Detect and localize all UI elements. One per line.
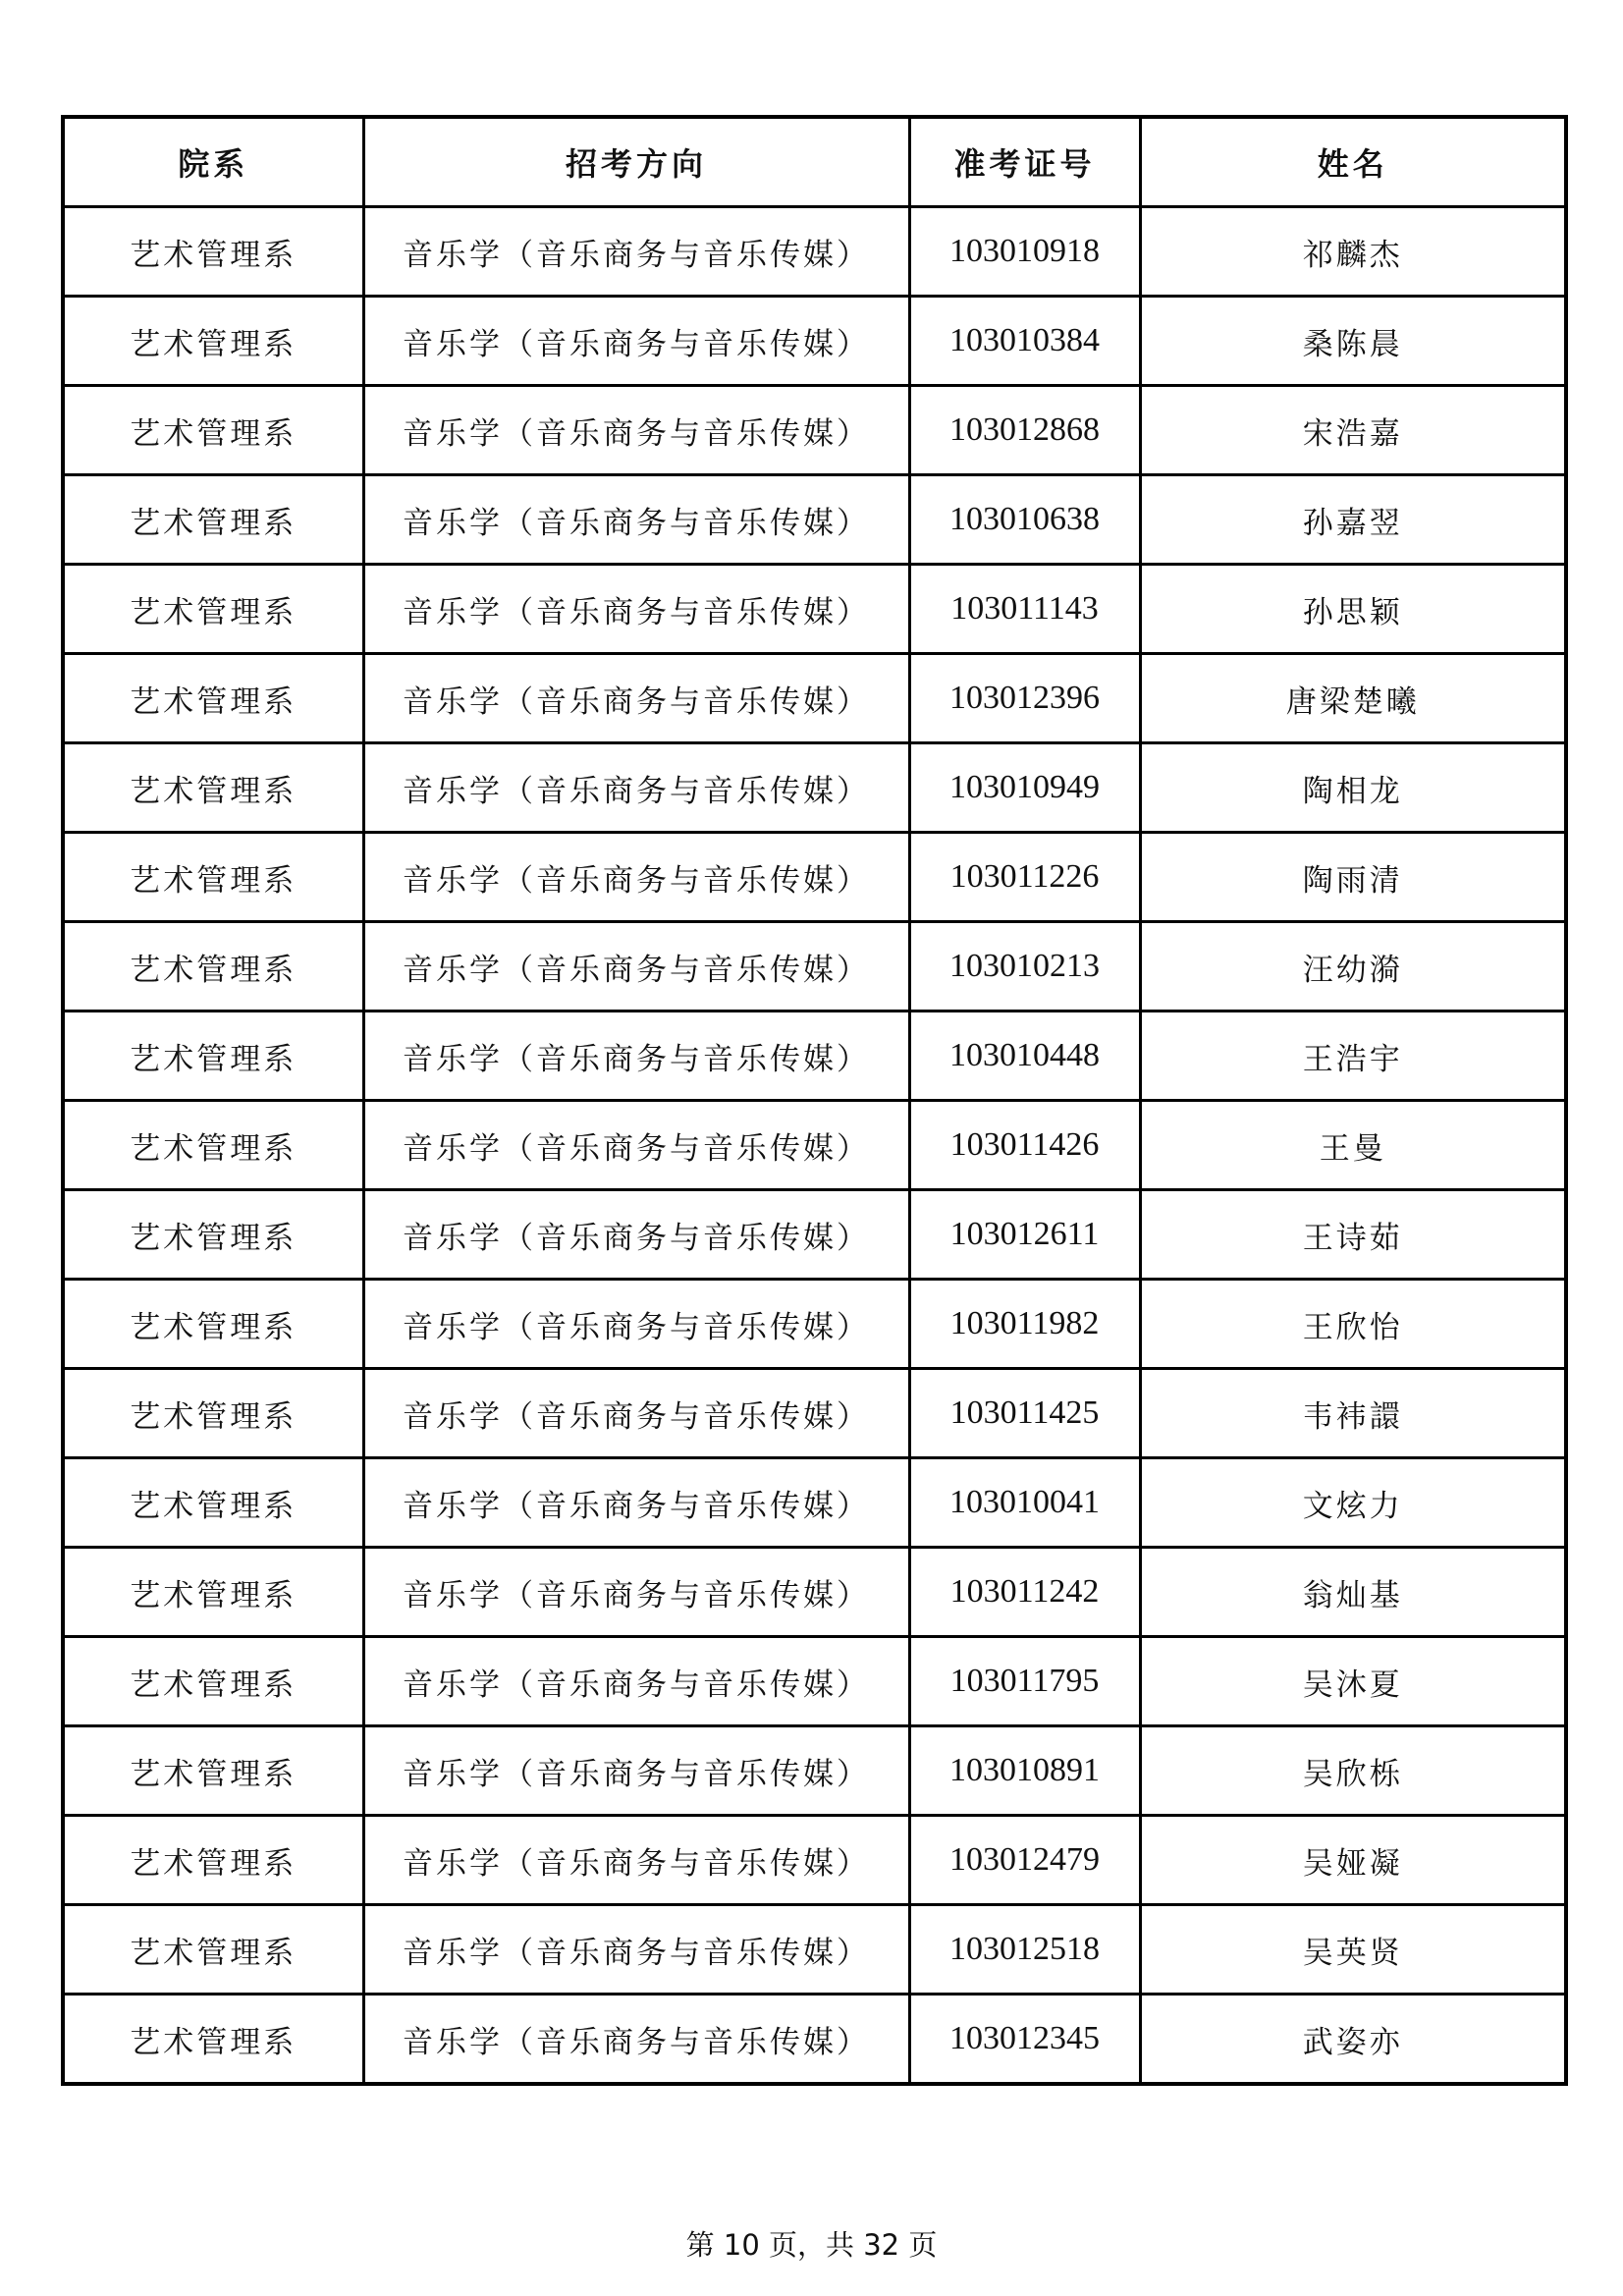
name-cell: 王浩宇: [1140, 1011, 1566, 1101]
name-cell: 翁灿基: [1140, 1548, 1566, 1637]
exam-id-cell: 103012345: [909, 1995, 1140, 2085]
department-cell: 艺术管理系: [63, 1280, 363, 1369]
direction-cell: 音乐学（音乐商务与音乐传媒）: [363, 475, 909, 565]
direction-cell: 音乐学（音乐商务与音乐传媒）: [363, 1905, 909, 1995]
name-cell: 孙嘉翌: [1140, 475, 1566, 565]
table-row: [63, 654, 1566, 743]
table-row: [63, 743, 1566, 833]
header-direction: 招考方向: [363, 117, 909, 207]
table-row: [63, 1995, 1566, 2085]
name-cell: 孙思颖: [1140, 565, 1566, 654]
department-cell: 艺术管理系: [63, 1101, 363, 1190]
name-cell: 陶雨清: [1140, 833, 1566, 922]
table-row: [63, 1101, 1566, 1190]
exam-id-cell: 103010918: [909, 207, 1140, 297]
table-row: [63, 565, 1566, 654]
department-cell: 艺术管理系: [63, 833, 363, 922]
exam-id-cell: 103011982: [909, 1280, 1140, 1369]
direction-cell: 音乐学（音乐商务与音乐传媒）: [363, 1548, 909, 1637]
header-name: 姓名: [1140, 117, 1566, 207]
department-cell: 艺术管理系: [63, 1011, 363, 1101]
name-cell: 文炫力: [1140, 1458, 1566, 1548]
direction-cell: 音乐学（音乐商务与音乐传媒）: [363, 386, 909, 475]
table-header-row: [63, 117, 1566, 207]
header-exam-id: 准考证号: [909, 117, 1140, 207]
exam-id-cell: 103012868: [909, 386, 1140, 475]
name-cell: 吴娅凝: [1140, 1816, 1566, 1905]
name-cell: 陶相龙: [1140, 743, 1566, 833]
direction-cell: 音乐学（音乐商务与音乐传媒）: [363, 1190, 909, 1280]
department-cell: 艺术管理系: [63, 207, 363, 297]
department-cell: 艺术管理系: [63, 1905, 363, 1995]
department-cell: 艺术管理系: [63, 565, 363, 654]
direction-cell: 音乐学（音乐商务与音乐传媒）: [363, 1726, 909, 1816]
table-row: [63, 1637, 1566, 1726]
exam-id-cell: 103012479: [909, 1816, 1140, 1905]
exam-id-cell: 103010041: [909, 1458, 1140, 1548]
name-cell: 武姿亦: [1140, 1995, 1566, 2085]
direction-cell: 音乐学（音乐商务与音乐传媒）: [363, 654, 909, 743]
table-row: [63, 1458, 1566, 1548]
table-row: [63, 207, 1566, 297]
exam-id-cell: 103012518: [909, 1905, 1140, 1995]
table-row: [63, 922, 1566, 1011]
table-row: [63, 1369, 1566, 1458]
table-row: [63, 833, 1566, 922]
department-cell: 艺术管理系: [63, 1995, 363, 2085]
name-cell: 王欣怡: [1140, 1280, 1566, 1369]
name-cell: 韦袆譞: [1140, 1369, 1566, 1458]
exam-id-cell: 103010448: [909, 1011, 1140, 1101]
name-cell: 吴英贤: [1140, 1905, 1566, 1995]
direction-cell: 音乐学（音乐商务与音乐传媒）: [363, 297, 909, 386]
exam-id-cell: 103010384: [909, 297, 1140, 386]
direction-cell: 音乐学（音乐商务与音乐传媒）: [363, 833, 909, 922]
direction-cell: 音乐学（音乐商务与音乐传媒）: [363, 1101, 909, 1190]
table-row: [63, 386, 1566, 475]
table-row: [63, 1726, 1566, 1816]
department-cell: 艺术管理系: [63, 1816, 363, 1905]
admission-roster-table: [61, 115, 1568, 2086]
table-row: [63, 475, 1566, 565]
department-cell: 艺术管理系: [63, 1637, 363, 1726]
direction-cell: 音乐学（音乐商务与音乐传媒）: [363, 743, 909, 833]
exam-id-cell: 103011425: [909, 1369, 1140, 1458]
exam-id-cell: 103010213: [909, 922, 1140, 1011]
name-cell: 吴沐夏: [1140, 1637, 1566, 1726]
exam-id-cell: 103012396: [909, 654, 1140, 743]
exam-id-cell: 103011795: [909, 1637, 1140, 1726]
table-row: [63, 1905, 1566, 1995]
name-cell: 桑陈晨: [1140, 297, 1566, 386]
exam-id-cell: 103010638: [909, 475, 1140, 565]
direction-cell: 音乐学（音乐商务与音乐传媒）: [363, 1816, 909, 1905]
table-row: [63, 1816, 1566, 1905]
department-cell: 艺术管理系: [63, 1548, 363, 1637]
department-cell: 艺术管理系: [63, 1369, 363, 1458]
exam-id-cell: 103010891: [909, 1726, 1140, 1816]
direction-cell: 音乐学（音乐商务与音乐传媒）: [363, 1995, 909, 2085]
header-department: 院系: [63, 117, 363, 207]
department-cell: 艺术管理系: [63, 297, 363, 386]
department-cell: 艺术管理系: [63, 1726, 363, 1816]
exam-id-cell: 103011242: [909, 1548, 1140, 1637]
department-cell: 艺术管理系: [63, 922, 363, 1011]
direction-cell: 音乐学（音乐商务与音乐传媒）: [363, 1458, 909, 1548]
department-cell: 艺术管理系: [63, 475, 363, 565]
table-row: [63, 297, 1566, 386]
name-cell: 唐梁楚曦: [1140, 654, 1566, 743]
page-indicator: 第 10 页，共 32 页: [685, 2228, 938, 2262]
department-cell: 艺术管理系: [63, 1458, 363, 1548]
exam-id-cell: 103010949: [909, 743, 1140, 833]
direction-cell: 音乐学（音乐商务与音乐传媒）: [363, 1011, 909, 1101]
table-row: [63, 1548, 1566, 1637]
name-cell: 汪幼漪: [1140, 922, 1566, 1011]
department-cell: 艺术管理系: [63, 1190, 363, 1280]
exam-id-cell: 103011143: [909, 565, 1140, 654]
direction-cell: 音乐学（音乐商务与音乐传媒）: [363, 1637, 909, 1726]
direction-cell: 音乐学（音乐商务与音乐传媒）: [363, 1280, 909, 1369]
table-row: [63, 1190, 1566, 1280]
direction-cell: 音乐学（音乐商务与音乐传媒）: [363, 922, 909, 1011]
table-row: [63, 1280, 1566, 1369]
exam-id-cell: 103011226: [909, 833, 1140, 922]
table-body: [63, 207, 1566, 2085]
department-cell: 艺术管理系: [63, 386, 363, 475]
exam-id-cell: 103011426: [909, 1101, 1140, 1190]
name-cell: 吴欣栎: [1140, 1726, 1566, 1816]
department-cell: 艺术管理系: [63, 654, 363, 743]
direction-cell: 音乐学（音乐商务与音乐传媒）: [363, 207, 909, 297]
name-cell: 王诗茹: [1140, 1190, 1566, 1280]
table-row: [63, 1011, 1566, 1101]
exam-id-cell: 103012611: [909, 1190, 1140, 1280]
department-cell: 艺术管理系: [63, 743, 363, 833]
direction-cell: 音乐学（音乐商务与音乐传媒）: [363, 1369, 909, 1458]
name-cell: 祁麟杰: [1140, 207, 1566, 297]
name-cell: 宋浩嘉: [1140, 386, 1566, 475]
name-cell: 王曼: [1140, 1101, 1566, 1190]
direction-cell: 音乐学（音乐商务与音乐传媒）: [363, 565, 909, 654]
